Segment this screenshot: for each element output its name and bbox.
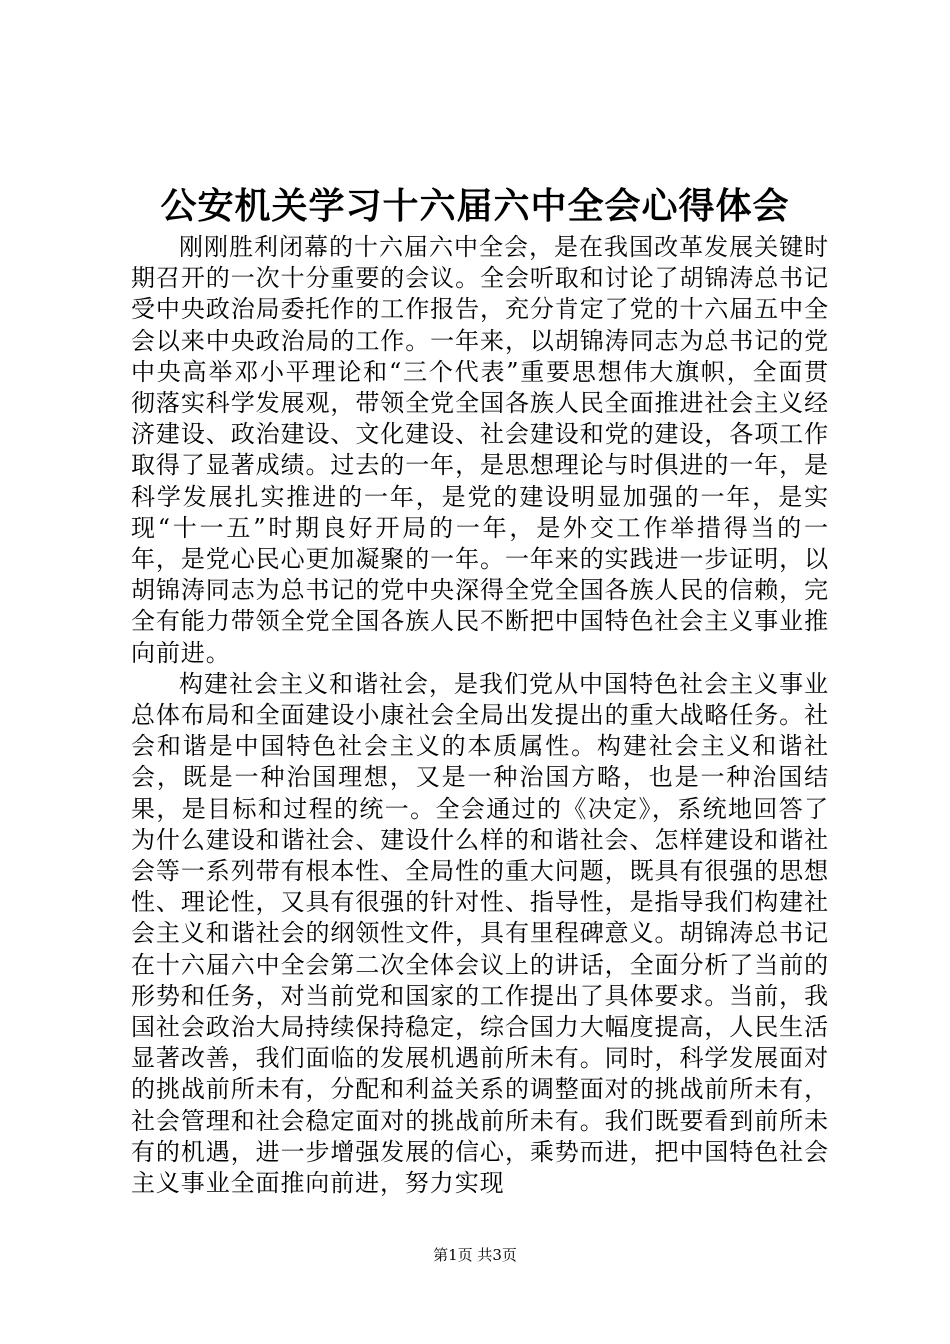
paragraph-1: 刚刚胜利闭幕的十六届六中全会，是在我国改革发展关键时期召开的一次十分重要的会议。全会听取和讨论了胡锦涛总书记受中央政治局委托作的工作报告，充分肯定了党的十六届五中全会以来中央政治局的工作。一年来，以胡锦涛同志为总书记的党中央高举邓小平理论和“三个代表”重要思想伟大旗帜，全面贯彻落实科学发展观，带领全党全国各族人民全面推进社会主义经济建设、政治建设、文化建设、社会建设和党的建设，各项工作取得了显著成绩。过去的一年，是思想理论与时俱进的一年，是科学发展扎实推进的一年，是党的建设明显加强的一年，是实现“十一五”时期良好开局的一年，是外交工作举措得当的一年，是党心民心更加凝聚的一年。一年来的实践进一步证明，以胡锦涛同志为总书记的党中央深得全党全国各族人民的信赖，完全有能力带领全党全国各族人民不断把中国特色社会主义事业推向前进。 <box>131 233 829 667</box>
page-footer <box>0 1245 950 1265</box>
document-title: 公安机关学习十六届六中全会心得体会 <box>160 185 790 227</box>
paragraph-2: 构建社会主义和谐社会，是我们党从中国特色社会主义事业总体布局和全面建设小康社会全局出发提出的重大战略任务。社会和谐是中国特色社会主义的本质属性。构建社会主义和谐社会，既是一种治国理想，又是一种治国方略，也是一种治国结果，是目标和过程的统一。全会通过的《决定》，系统地回答了为什么建设和谐社会、建设什么样的和谐社会、怎样建设和谐社会等一系列带有根本性、全局性的重大问题，既具有很强的思想性、理论性，又具有很强的针对性、指导性，是指导我们构建社会主义和谐社会的纲领性文件，具有里程碑意义。胡锦涛总书记在十六届六中全会第二次全体会议上的讲话，全面分析了当前的形势和任务，对当前党和国家的工作提出了具体要求。当前，我国社会政治大局持续保持稳定，综合国力大幅度提高，人民生活显著改善，我们面临的发展机遇前所未有。同时，科学发展面对的挑战前所未有，分配和利益关系的调整面对的挑战前所未有，社会管理和社会稳定面对的挑战前所未有。我们既要看到前所未有的机遇，进一步增强发展的信心，乘势而进，把中国特色社会主义事业全面推向前进，努力实现 <box>131 669 829 1198</box>
page-indicator: 第1页 共3页 <box>433 1246 517 1264</box>
document-body <box>131 232 829 1199</box>
